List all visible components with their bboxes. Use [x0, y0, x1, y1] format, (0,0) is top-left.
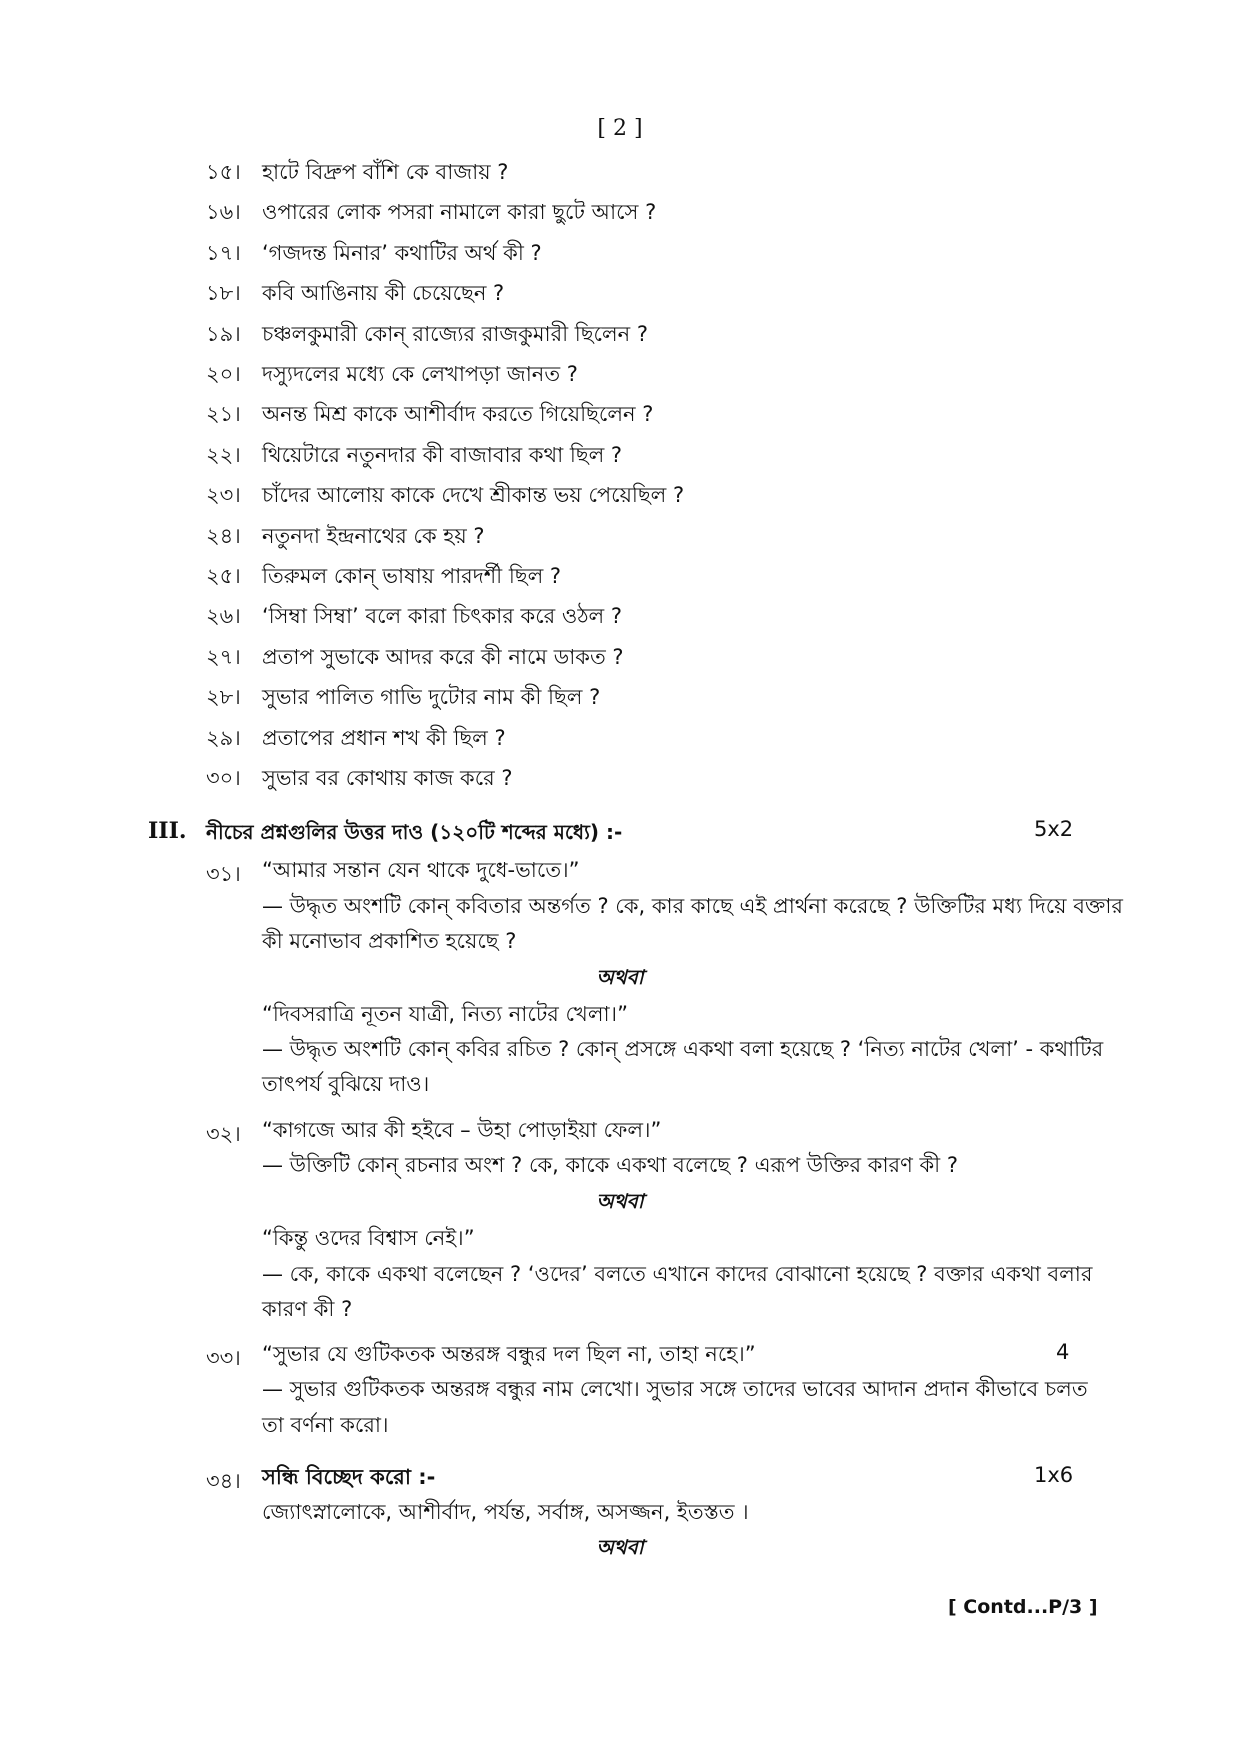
- q34-number: ৩৪।: [206, 1469, 241, 1493]
- question-row: [206, 762, 513, 794]
- question-row: [206, 156, 508, 188]
- section-roman: III.: [148, 818, 187, 844]
- q32-alt-quote: “কিন্তু ওদের বিশ্বাস নেই।”: [262, 1226, 475, 1250]
- question-row: [206, 641, 624, 673]
- page-number: [ 2 ]: [597, 116, 643, 141]
- q34-title: সন্ধি বিচ্ছেদ করো :-: [262, 1465, 436, 1489]
- continued-footer: [ Contd...P/3 ]: [948, 1596, 1098, 1618]
- question-number: ১৮।: [206, 281, 241, 305]
- question-row: [206, 196, 656, 228]
- q31-alt-line-1: — উদ্ধৃত অংশটি কোন্ কবির রচিত ? কোন্ প্রসঙ্গে একথা বলা হয়েছে ? ‘নিত্য নাটের খেলা’ - কথাটির: [262, 1037, 1104, 1061]
- q32-line-1: — উক্তিটি কোন্ রচনার অংশ ? কে, কাকে একথা বলেছে ? এরূপ উক্তির কারণ কী ?: [262, 1153, 958, 1177]
- q31-alt-quote: “দিবসরাত্রি নূতন যাত্রী, নিত্য নাটের খেলা।”: [262, 1002, 628, 1026]
- question-row: [206, 358, 578, 390]
- question-text: চঞ্চলকুমারী কোন্ রাজ্যের রাজকুমারী ছিলেন ?: [262, 322, 648, 346]
- question-text: সুভার পালিত গাভি দুটোর নাম কী ছিল ?: [262, 685, 601, 709]
- question-text: ওপারের লোক পসরা নামালে কারা ছুটে আসে ?: [262, 200, 657, 224]
- q32-alt-line-1: — কে, কাকে একথা বলেছেন ? ‘ওদের’ বলতে এখানে কাদের বোঝানো হয়েছে ? বক্তার একথা বলার: [262, 1262, 1093, 1286]
- question-text: প্রতাপের প্রধান শখ কী ছিল ?: [262, 726, 506, 750]
- q34-marks: 1x6: [1034, 1463, 1074, 1487]
- question-row: [206, 520, 485, 552]
- question-number: ২২।: [206, 443, 241, 467]
- question-row: [206, 600, 622, 632]
- or-label: অথবা: [596, 1535, 644, 1559]
- q33-line-1: — সুভার গুটিকতক অন্তরঙ্গ বন্ধুর নাম লেখো। সুভার সঙ্গে তাদের ভাবের আদান প্রদান কীভাবে চলত: [262, 1377, 1088, 1401]
- q33-marks: 4: [1056, 1340, 1070, 1364]
- question-text: সুভার বর কোথায় কাজ করে ?: [262, 766, 513, 790]
- q33-number: ৩৩।: [206, 1346, 241, 1370]
- q32-quote: “কাগজে আর কী হইবে – উহা পোড়াইয়া ফেল।”: [262, 1118, 662, 1142]
- q33-line-2: তা বর্ণনা করো।: [262, 1413, 389, 1437]
- question-number: ৩০।: [206, 766, 241, 790]
- question-text: হাটে বিদ্রুপ বাঁশি কে বাজায় ?: [262, 160, 509, 184]
- q32-number: ৩২।: [206, 1122, 241, 1146]
- question-number: ২৪।: [206, 524, 241, 548]
- question-text: ‘সিম্বা সিম্বা’ বলে কারা চিৎকার করে ওঠল ?: [262, 604, 623, 628]
- question-text: অনন্ত মিশ্র কাকে আশীর্বাদ করতে গিয়েছিলেন ?: [262, 402, 654, 426]
- question-number: ২১।: [206, 402, 241, 426]
- question-text: প্রতাপ সুভাকে আদর করে কী নামে ডাকত ?: [262, 645, 624, 669]
- q31-quote: “আমার সন্তান যেন থাকে দুধে-ভাতে।”: [262, 858, 580, 882]
- question-number: ২০।: [206, 362, 241, 386]
- question-text: দস্যুদলের মধ্যে কে লেখাপড়া জানত ?: [262, 362, 578, 386]
- question-text: ‘গজদন্ত মিনার’ কথাটির অর্থ কী ?: [262, 241, 542, 265]
- question-row: [206, 479, 684, 511]
- q31-alt-line-2: তাৎপর্য বুঝিয়ে দাও।: [262, 1072, 430, 1096]
- section-marks: 5x2: [1034, 817, 1074, 841]
- question-row: [206, 681, 600, 713]
- question-row: [206, 398, 653, 430]
- question-text: নতুনদা ইন্দ্রনাথের কে হয় ?: [262, 524, 485, 548]
- q34-words: জ্যোৎস্নালোকে, আশীর্বাদ, পর্যন্ত, সর্বাঙ্গ, অসজ্জন, ইতস্তত ।: [262, 1500, 749, 1524]
- question-text: কবি আঙিনায় কী চেয়েছেন ?: [262, 281, 505, 305]
- question-text: তিরুমল কোন্ ভাষায় পারদর্শী ছিল ?: [262, 564, 562, 588]
- question-row: [206, 439, 622, 471]
- question-number: ১৭।: [206, 241, 241, 265]
- q31-number: ৩১।: [206, 862, 241, 886]
- question-number: ১৫।: [206, 160, 241, 184]
- question-text: চাঁদের আলোয় কাকে দেখে শ্রীকান্ত ভয় পেয়েছিল ?: [262, 483, 685, 507]
- q31-line-1: — উদ্ধৃত অংশটি কোন্ কবিতার অন্তর্গত ? কে, কার কাছে এই প্রার্থনা করেছে ? উক্তিটির মধ্য দিয়ে বক্তার: [262, 894, 1123, 918]
- question-number: ১৬।: [206, 200, 241, 224]
- or-label: অথবা: [596, 1189, 644, 1213]
- question-number: ২৩।: [206, 483, 241, 507]
- section-title: নীচের প্রশ্নগুলির উত্তর দাও (১২০টি শব্দের মধ্যে) :-: [206, 820, 623, 844]
- question-row: [206, 277, 504, 309]
- or-label: অথবা: [596, 965, 644, 989]
- question-number: ২৬।: [206, 604, 241, 628]
- question-number: ২৫।: [206, 564, 241, 588]
- question-number: ১৯।: [206, 322, 241, 346]
- question-number: ২৭।: [206, 645, 241, 669]
- q31-line-2: কী মনোভাব প্রকাশিত হয়েছে ?: [262, 929, 517, 953]
- question-row: [206, 237, 542, 269]
- question-number: ২৮।: [206, 685, 241, 709]
- question-number: ২৯।: [206, 726, 241, 750]
- question-text: থিয়েটারে নতুনদার কী বাজাবার কথা ছিল ?: [262, 443, 623, 467]
- question-row: [206, 318, 648, 350]
- q33-quote: “সুভার যে গুটিকতক অন্তরঙ্গ বন্ধুর দল ছিল না, তাহা নহে।”: [262, 1342, 756, 1366]
- question-row: [206, 560, 561, 592]
- question-row: [206, 722, 506, 754]
- q32-alt-line-2: কারণ কী ?: [262, 1297, 353, 1321]
